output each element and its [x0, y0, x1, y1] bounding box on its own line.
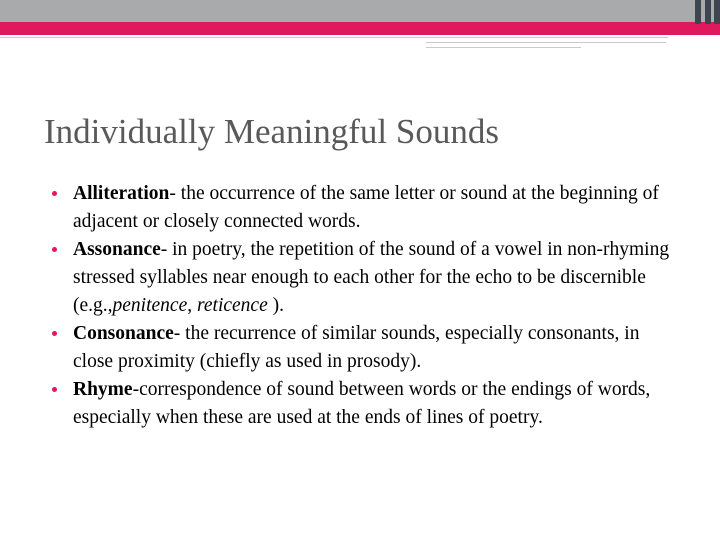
- definition-text: -correspondence of sound between words or the endings of words, especially when these are used at the ends of lines of poetry.: [73, 379, 651, 428]
- definition-text: - the recurrence of similar sounds, especially consonants, in close proximity (chiefly as used in prosody).: [73, 323, 640, 372]
- list-item: [52, 180, 672, 236]
- header-accent-block: [705, 0, 711, 24]
- bullet-dot-icon: [52, 387, 57, 392]
- header-accent-block: [714, 0, 720, 24]
- header-band-gray: [0, 0, 720, 22]
- example-word: penitence: [112, 295, 188, 316]
- bullet-dot-icon: [52, 191, 57, 196]
- list-item: [52, 376, 672, 432]
- list-item: [52, 320, 672, 376]
- slide-title: Individually Meaningful Sounds: [44, 112, 499, 151]
- header-band-pink: [0, 22, 720, 35]
- bullet-dot-icon: [52, 247, 57, 252]
- definition-tail: ).: [267, 295, 284, 316]
- bullet-list: [52, 180, 672, 432]
- header-rule: [426, 42, 666, 43]
- example-separator: ,: [187, 295, 197, 316]
- bullet-dot-icon: [52, 331, 57, 336]
- definition-text: - in poetry, the repetition of the sound of a vowel in non-rhyming stressed syllables near enough to each other for the echo to be discernible (e.g.,: [73, 239, 670, 316]
- term-label: Consonance: [73, 323, 174, 344]
- term-label: Assonance: [73, 239, 161, 260]
- definition-text: - the occurrence of the same letter or sound at the beginning of adjacent or closely connected words.: [73, 183, 659, 232]
- term-label: Rhyme: [73, 379, 133, 400]
- term-label: Alliteration: [73, 183, 170, 204]
- header-accent-block: [695, 0, 701, 24]
- header-rule: [426, 47, 581, 48]
- header-rule: [0, 37, 668, 38]
- list-item: [52, 236, 672, 320]
- example-word: reticence: [197, 295, 268, 316]
